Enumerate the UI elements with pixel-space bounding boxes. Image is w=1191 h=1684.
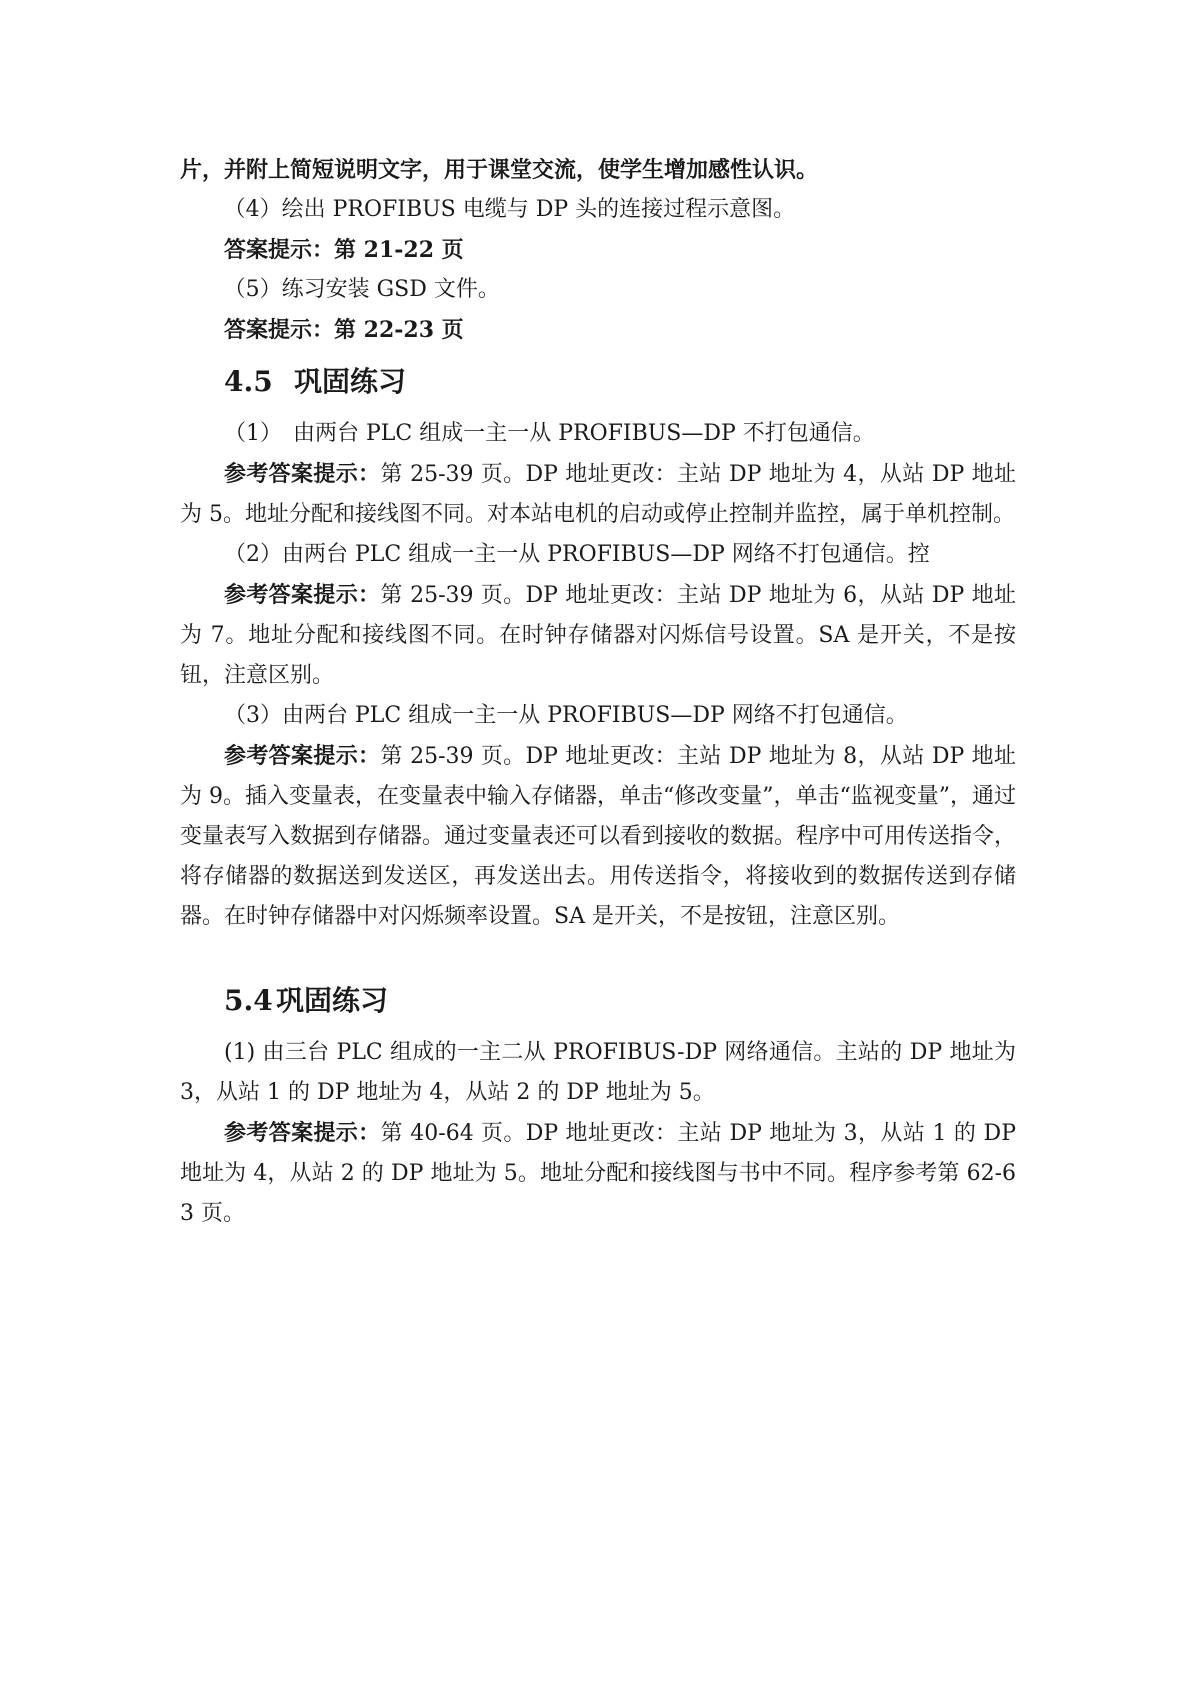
section-number: 4.5 (224, 365, 273, 398)
section-title: 巩固练习 (294, 365, 407, 398)
answer-text: 第 25-39 页。DP 地址更改：主站 DP 地址为 6，从站 DP 地址为 7。地址分配和接线图不同。在时钟存储器对闪烁信号设置。SA 是开关，不是按钮，注意区别。 (180, 583, 1016, 688)
section-number: 5.4 (224, 984, 273, 1017)
exercise-2-question: （2）由两台 PLC 组成一主一从 PROFIBUS—DP 网络不打包通信。控 (224, 542, 930, 567)
exercise-3-answer (180, 736, 1016, 937)
answer-hint-21-22: 答案提示：第 21-22 页 (224, 237, 464, 263)
page-content (180, 150, 1016, 1234)
answer-text: 第 40-64 页。DP 地址更改：主站 DP 地址为 3，从站 1 的 DP 地址为 4，从站 2 的 DP 地址为 5。地址分配和接线图与书中不同。程序参考第 62-63 页。 (180, 1121, 1016, 1226)
answer-text: 第 25-39 页。DP 地址更改：主站 DP 地址为 4，从站 DP 地址为 5。地址分配和接线图不同。对本站电机的启动或停止控制并监控，属于单机控制。 (180, 462, 1016, 527)
exercise-3-question: （3）由两台 PLC 组成一主一从 PROFIBUS—DP 网络不打包通信。 (224, 703, 908, 728)
answer-label: 参考答案提示： (224, 582, 381, 608)
section-heading-4-5 (180, 362, 1016, 402)
answer-label: 参考答案提示： (224, 743, 381, 769)
exercise-5-4-1-answer (180, 1113, 1016, 1234)
exercise-2-answer (180, 575, 1016, 696)
section-title: 巩固练习 (276, 984, 389, 1017)
answer-hint-22-23: 答案提示：第 22-23 页 (224, 317, 464, 343)
exercise-1-answer (180, 454, 1016, 535)
exercise-5-gsd: （5）练习安装 GSD 文件。 (223, 277, 500, 302)
exercise-1-question: （1） 由两台 PLC 组成一主一从 PROFIBUS—DP 不打包通信。 (224, 421, 875, 446)
paragraph-continuation: 片，并附上简短说明文字，用于课堂交流，使学生增加感性认识。 (180, 157, 819, 183)
section-heading-5-4 (180, 981, 1016, 1021)
answer-label: 参考答案提示： (224, 1120, 381, 1146)
exercise-4-drawing: （4）绘出 PROFIBUS 电缆与 DP 头的连接过程示意图。 (223, 197, 796, 222)
answer-label: 参考答案提示： (224, 461, 381, 487)
exercise-5-4-1-question: (1) 由三台 PLC 组成的一主二从 PROFIBUS-DP 网络通信。主站的 DP 地址为 3，从站 1 的 DP 地址为 4，从站 2 的 DP 地址为 5。 (180, 1040, 1016, 1105)
answer-text: 第 25-39 页。DP 地址更改：主站 DP 地址为 8，从站 DP 地址为 9。插入变量表，在变量表中输入存储器，单击“修改变量”，单击“监视变量”，通过变量表写入数据到存储器。通过变量表还可以看到接收的数据。程序中可用传送指令，将存储器的数据送到发送区，再发送出去。用传送指令，将接收到的数据传送到存储器。在时钟存储器中对闪烁频率设置。SA 是开关，不是按钮，注意区别。 (180, 744, 1017, 929)
